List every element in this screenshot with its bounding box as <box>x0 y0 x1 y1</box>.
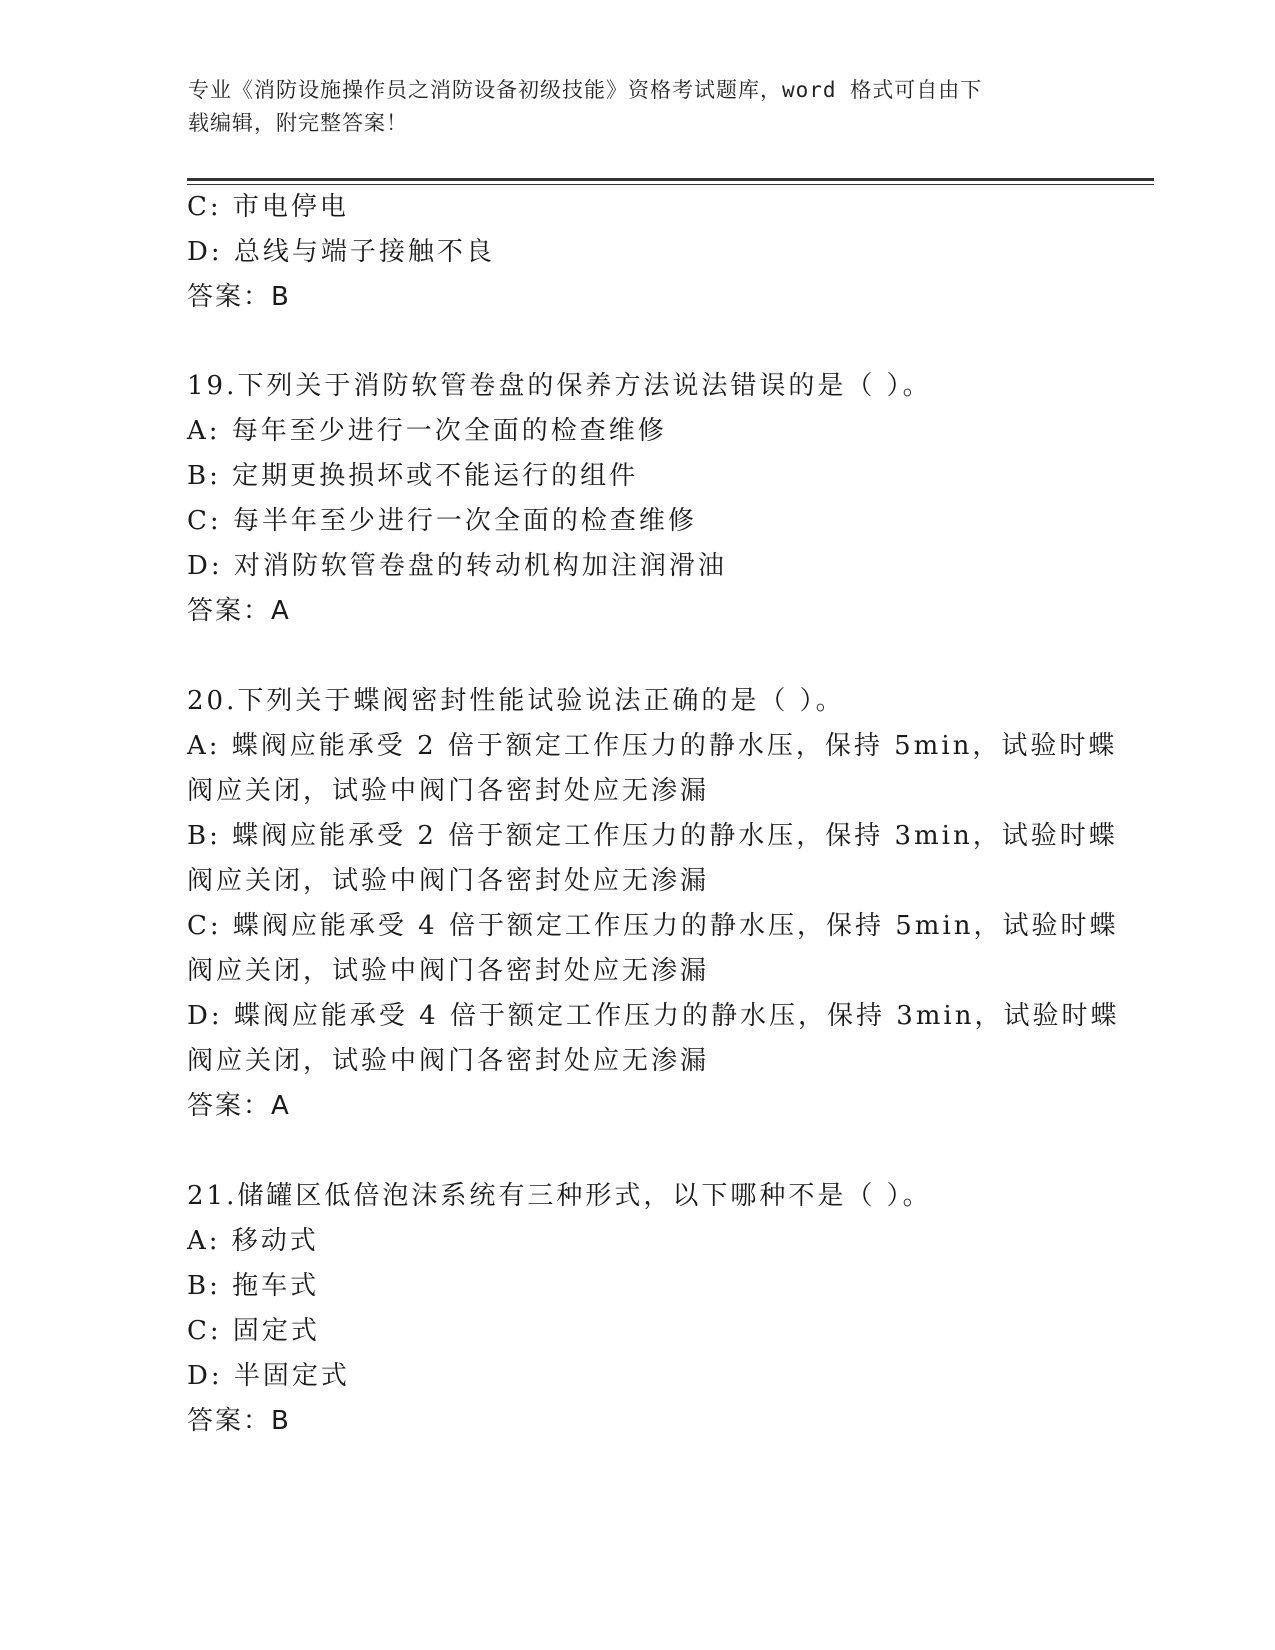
q21-option-c: C: 固定式 <box>187 1316 320 1346</box>
q20-option-d-line2: 阀应关闭，试验中阀门各密封处应无渗漏 <box>187 1046 710 1076</box>
header-divider-thick <box>187 178 1154 181</box>
q20-option-a-line2: 阀应关闭，试验中阀门各密封处应无渗漏 <box>187 776 710 806</box>
prev-option-c: C: 市电停电 <box>187 192 349 222</box>
q21-answer: 答案：B <box>187 1406 291 1436</box>
header-line-2: 载编辑，附完整答案！ <box>188 111 408 135</box>
q19-option-b: B: 定期更换损坏或不能运行的组件 <box>187 461 639 491</box>
q19-stem: 19.下列关于消防软管卷盘的保养方法说法错误的是（ ）。 <box>187 371 932 401</box>
header-divider-thin <box>187 184 1154 185</box>
q21-option-d: D: 半固定式 <box>187 1361 350 1391</box>
header-line-1: 专业《消防设施操作员之消防设备初级技能》资格考试题库，word 格式可自由下 <box>188 78 983 102</box>
q20-option-c-line2: 阀应关闭，试验中阀门各密封处应无渗漏 <box>187 956 710 986</box>
q21-stem: 21.储罐区低倍泡沫系统有三种形式，以下哪种不是（ ）。 <box>187 1181 932 1211</box>
q21-option-b: B: 拖车式 <box>187 1271 320 1301</box>
q20-option-b-line2: 阀应关闭，试验中阀门各密封处应无渗漏 <box>187 866 710 896</box>
prev-option-d: D: 总线与端子接触不良 <box>187 237 495 267</box>
q21-option-a: A: 移动式 <box>187 1226 319 1256</box>
q20-option-d-line1: D: 蝶阀应能承受 4 倍于额定工作压力的静水压，保持 3min，试验时蝶 <box>187 1001 1120 1031</box>
q20-answer: 答案：A <box>187 1091 291 1121</box>
q20-stem: 20.下列关于蝶阀密封性能试验说法正确的是（ ）。 <box>187 686 845 716</box>
prev-answer: 答案：B <box>187 282 291 312</box>
q19-option-d: D: 对消防软管卷盘的转动机构加注润滑油 <box>187 551 727 581</box>
q20-option-a-line1: A: 蝶阀应能承受 2 倍于额定工作压力的静水压，保持 5min，试验时蝶 <box>187 731 1118 761</box>
document-header <box>188 74 1088 140</box>
q20-option-c-line1: C: 蝶阀应能承受 4 倍于额定工作压力的静水压，保持 5min，试验时蝶 <box>187 911 1119 941</box>
q19-answer: 答案：A <box>187 596 291 626</box>
q19-option-a: A: 每年至少进行一次全面的检查维修 <box>187 416 667 446</box>
q20-option-b-line1: B: 蝶阀应能承受 2 倍于额定工作压力的静水压，保持 3min，试验时蝶 <box>187 821 1118 851</box>
q19-option-c: C: 每半年至少进行一次全面的检查维修 <box>187 506 697 536</box>
